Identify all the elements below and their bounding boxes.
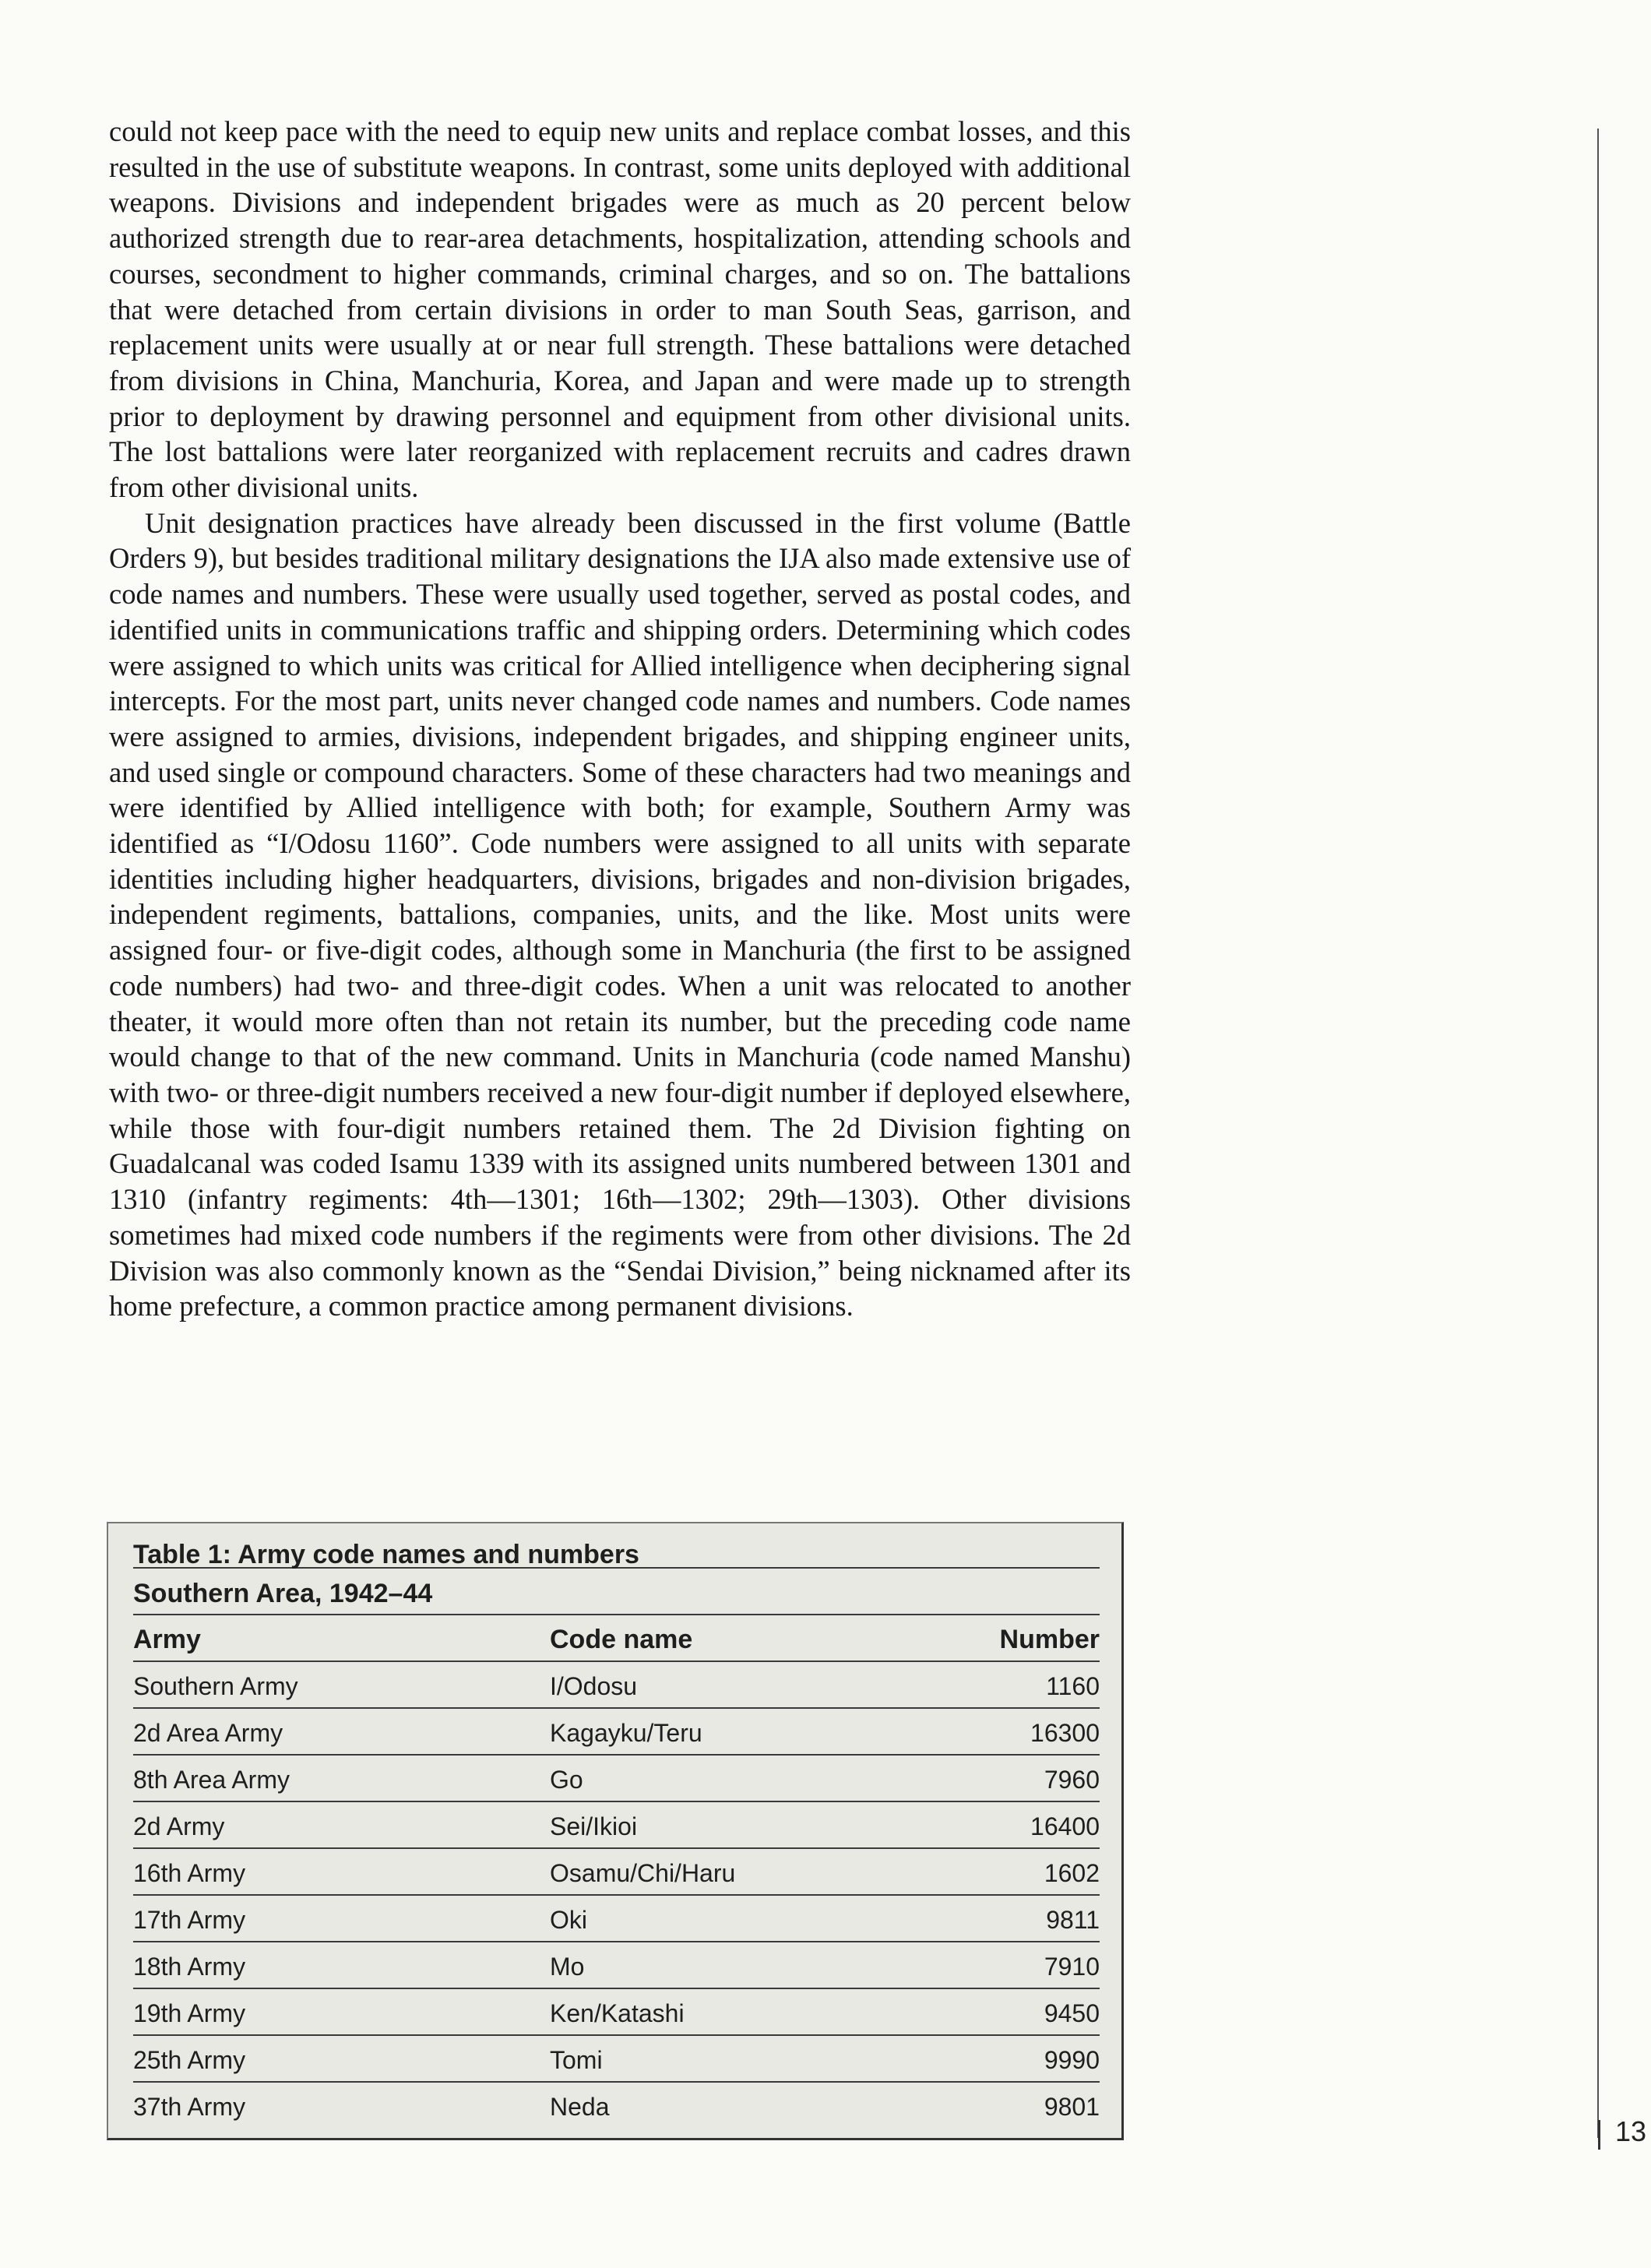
header-army: Army bbox=[133, 1625, 201, 1654]
paragraph-2: Unit designation practices have already been discussed in the first volume (Battle Orders 9), but besides traditional military designations the IJA also made extensive use of code names and numbers. These were usually used together, served as postal codes, and identified units in communications traffic and shipping orders. Determining which codes were assigned to which units was critical for Allied intelligence when deciphering signal intercepts. For the most part, units never changed code names and numbers. Code names were assigned to armies, divisions, independent brigades, and shipping engineer units, and used single or compound characters. Some of these characters had two meanings and were identified by Allied intelligence with both; for example, Southern Army was identified as “I/Odosu 1160”. Code numbers were assigned to all units with separate identities including higher headquarters, divisions, brigades and non-division brigades, independent regiments, battalions, companies, units, and the like. Most units were assigned four- or five-digit codes, although some in Manchuria (the first to be assigned code numbers) had two- and three-digit codes. When a unit was relocated to another theater, it would more often than not retain its number, but the preceding code name would change to that of the new command. Units in Manchuria (code named Manshu) with two- or three-digit numbers received a new four-digit number if deployed elsewhere, while those with four-digit numbers retained them. The 2d Division fighting on Guadalcanal was coded Isamu 1339 with its assigned units numbered between 1301 and 1310 (infantry regiments: 4th—1301; 16th—1302; 29th—1303). Other divisions sometimes had mixed code numbers if the regiments were from other divisions. The 2d Division was also commonly known as the “Sendai Division,” being nicknamed after its home prefecture, a common practice among permanent divisions. bbox=[109, 506, 1131, 1322]
army-cell: Southern Army bbox=[133, 1672, 298, 1700]
page-number: 13 bbox=[1615, 2115, 1647, 2147]
code-name-cell: Osamu/Chi/Haru bbox=[550, 1859, 736, 1887]
table-header-row bbox=[133, 1615, 1100, 1662]
code-name-cell: Kagayku/Teru bbox=[550, 1719, 702, 1747]
table-row bbox=[133, 2083, 1100, 2129]
table-row bbox=[133, 1662, 1100, 1709]
army-cell: 2d Army bbox=[133, 1812, 225, 1840]
table-row bbox=[133, 1989, 1100, 2036]
number-cell: 9990 bbox=[1044, 2046, 1100, 2074]
code-name-cell: Mo bbox=[550, 1953, 585, 1981]
army-cell: 2d Area Army bbox=[133, 1719, 283, 1747]
margin-rule bbox=[1597, 129, 1599, 2138]
army-cell: 17th Army bbox=[133, 1906, 246, 1934]
number-cell: 7910 bbox=[1044, 1953, 1100, 1981]
code-name-cell: Ken/Katashi bbox=[550, 1999, 685, 2027]
number-cell: 9801 bbox=[1044, 2093, 1100, 2121]
army-cell: 19th Army bbox=[133, 1999, 246, 2027]
code-name-cell: Go bbox=[550, 1766, 583, 1794]
paragraph-1: could not keep pace with the need to equip new units and replace combat losses, and this resulted in the use of substitute weapons. In contrast, some units deployed with additional weapons. Divisions and independent brigades were as much as 20 percent below authorized strength due to rear-area detachments, hospitalization, attending schools and courses, secondment to higher commands, criminal charges, and so on. The battalions that were detached from certain divisions in order to man South Seas, garrison, and replacement units were usually at or near full strength. These battalions were detached from divisions in China, Manchuria, Korea, and Japan and were made up to strength prior to deployment by drawing personnel and equipment from other divisional units. The lost battalions were later reorganized with replacement recruits and cadres drawn from other divisional units. bbox=[109, 115, 1131, 504]
number-cell: 9811 bbox=[1046, 1906, 1100, 1934]
folio-rule bbox=[1598, 2120, 1600, 2150]
table-row bbox=[133, 1942, 1100, 1989]
table-row bbox=[133, 1709, 1100, 1756]
number-cell: 1160 bbox=[1046, 1672, 1100, 1700]
number-cell: 9450 bbox=[1044, 1999, 1100, 2027]
number-cell: 16400 bbox=[1030, 1812, 1100, 1840]
table-title: Table 1: Army code names and numbers bbox=[133, 1523, 1100, 1569]
table-row bbox=[133, 1896, 1100, 1942]
number-cell: 16300 bbox=[1030, 1719, 1100, 1747]
table-row bbox=[133, 1849, 1100, 1896]
code-name-cell: Sei/Ikioi bbox=[550, 1812, 638, 1840]
army-cell: 18th Army bbox=[133, 1953, 246, 1981]
code-name-cell: Oki bbox=[550, 1906, 587, 1934]
header-number: Number bbox=[999, 1625, 1100, 1654]
army-code-table bbox=[107, 1522, 1124, 2140]
army-cell: 8th Area Army bbox=[133, 1766, 290, 1794]
table-row bbox=[133, 2036, 1100, 2083]
code-name-cell: I/Odosu bbox=[550, 1672, 638, 1700]
header-code-name: Code name bbox=[550, 1625, 693, 1654]
number-cell: 7960 bbox=[1044, 1766, 1100, 1794]
army-cell: 25th Army bbox=[133, 2046, 246, 2074]
table-subtitle: Southern Area, 1942–44 bbox=[133, 1569, 1100, 1615]
table-row bbox=[133, 1802, 1100, 1849]
number-cell: 1602 bbox=[1044, 1859, 1100, 1887]
army-cell: 37th Army bbox=[133, 2093, 246, 2121]
code-name-cell: Tomi bbox=[550, 2046, 603, 2074]
army-cell: 16th Army bbox=[133, 1859, 246, 1887]
code-name-cell: Neda bbox=[550, 2093, 610, 2121]
body-text bbox=[109, 114, 1131, 1324]
table-row bbox=[133, 1756, 1100, 1802]
